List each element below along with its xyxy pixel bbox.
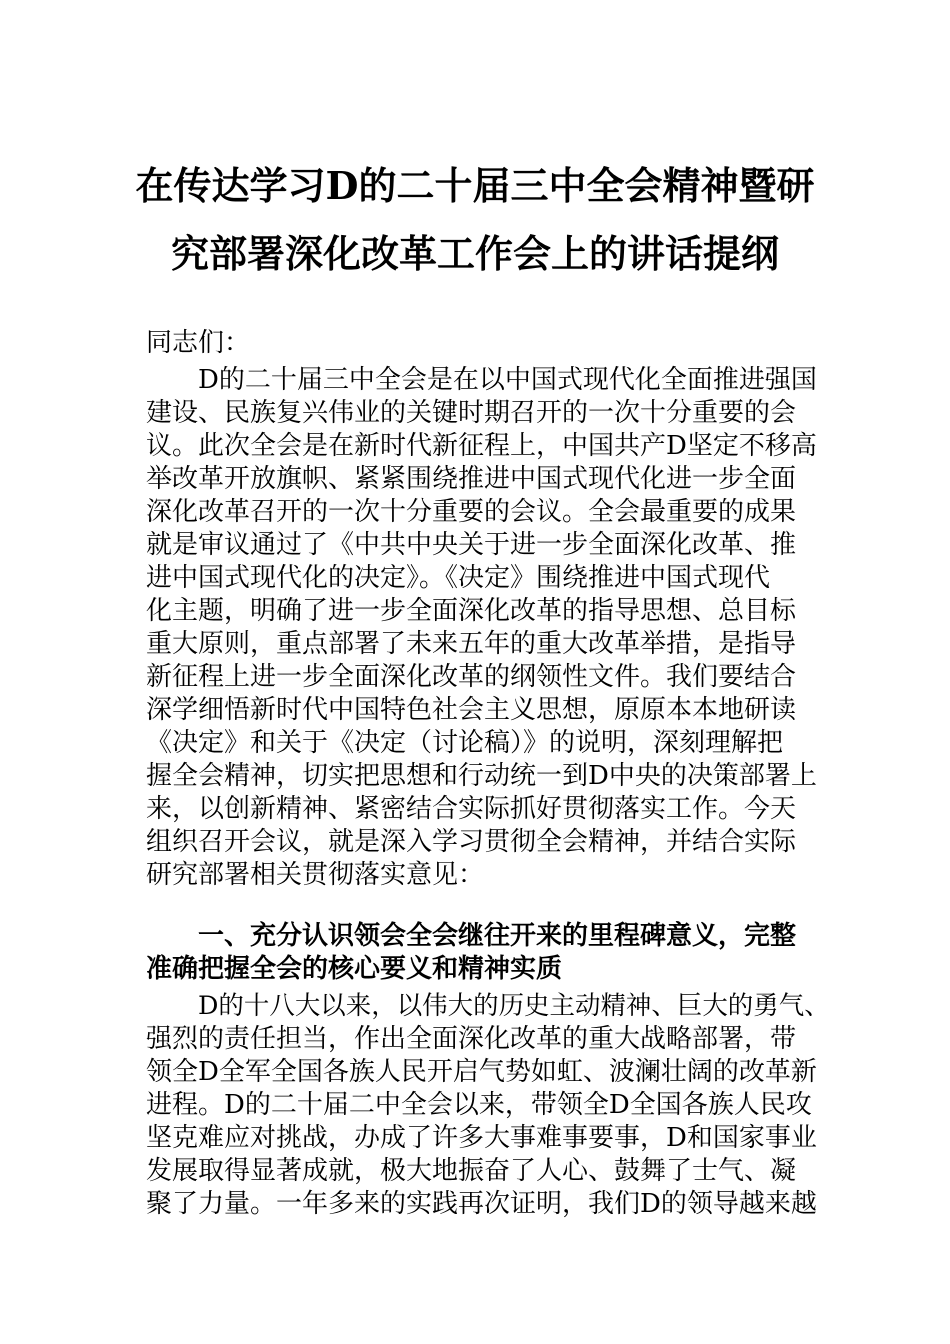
paragraph-1-line: D的二十届三中全会是在以中国式现代化全面推进强国 [198, 365, 817, 395]
paragraph-2-line: 聚了力量。一年多来的实践再次证明，我们D的领导越来越 [146, 1189, 817, 1219]
document-title-line-1: 在传达学习D的二十届三中全会精神暨研 [135, 163, 815, 208]
paragraph-2-line: 坚克难应对挑战，办成了许多大事难事要事，D和国家事业 [146, 1123, 817, 1153]
section-heading-line: 准确把握全会的核心要义和精神实质 [146, 954, 563, 984]
section-heading-line: 一、充分认识领会全会继往开来的里程碑意义，完整 [198, 921, 797, 951]
paragraph-1-line: 重大原则，重点部署了未来五年的重大改革举措，是指导 [146, 629, 797, 659]
paragraph-1-line: 议。此次全会是在新时代新征程上，中国共产D坚定不移高 [146, 431, 817, 461]
paragraph-1-line: 来，以创新精神、紧密结合实际抓好贯彻落实工作。今天 [146, 794, 797, 824]
salutation: 同志们： [146, 328, 251, 358]
paragraph-1-line: 组织召开会议，就是深入学习贯彻全会精神，并结合实际 [146, 827, 797, 857]
paragraph-1-line: 就是审议通过了《中共中央关于进一步全面深化改革、推 [146, 530, 797, 560]
paragraph-2-line: 发展取得显著成就，极大地振奋了人心、鼓舞了士气、凝 [146, 1156, 797, 1186]
paragraph-1-line: 握全会精神，切实把思想和行动统一到D中央的决策部署上 [146, 761, 817, 791]
paragraph-1-line: 新征程上进一步全面深化改革的纲领性文件。我们要结合 [146, 662, 797, 692]
paragraph-1-line: 建设、民族复兴伟业的关键时期召开的一次十分重要的会 [146, 398, 797, 428]
paragraph-1-line: 进中国式现代化的决定》。《决定》围绕推进中国式现代 [146, 563, 771, 593]
paragraph-1-line: 深化改革召开的一次十分重要的会议。全会最重要的成果 [146, 497, 797, 527]
paragraph-1-line: 举改革开放旗帜、紧紧围绕推进中国式现代化进一步全面 [146, 464, 797, 494]
paragraph-1-line: 研究部署相关贯彻落实意见： [146, 860, 485, 890]
paragraph-2-line: 进程。D的二十届二中全会以来，带领全D全国各族人民攻 [146, 1090, 812, 1120]
document-title-line-2: 究部署深化改革工作会上的讲话提纲 [170, 231, 779, 276]
paragraph-1-line: 深学细悟新时代中国特色社会主义思想，原原本本地研读 [146, 695, 797, 725]
paragraph-1-line: 《决定》和关于《决定（讨论稿）》的说明，深刻理解把 [146, 728, 784, 758]
paragraph-1-line: 化主题，明确了进一步全面深化改革的指导思想、总目标 [146, 596, 797, 626]
paragraph-2-line: 领全D全军全国各族人民开启气势如虹、波澜壮阔的改革新 [146, 1057, 817, 1087]
paragraph-2-line: D的十八大以来，以伟大的历史主动精神、巨大的勇气、 [198, 991, 830, 1021]
paragraph-2-line: 强烈的责任担当，作出全面深化改革的重大战略部署，带 [146, 1024, 797, 1054]
